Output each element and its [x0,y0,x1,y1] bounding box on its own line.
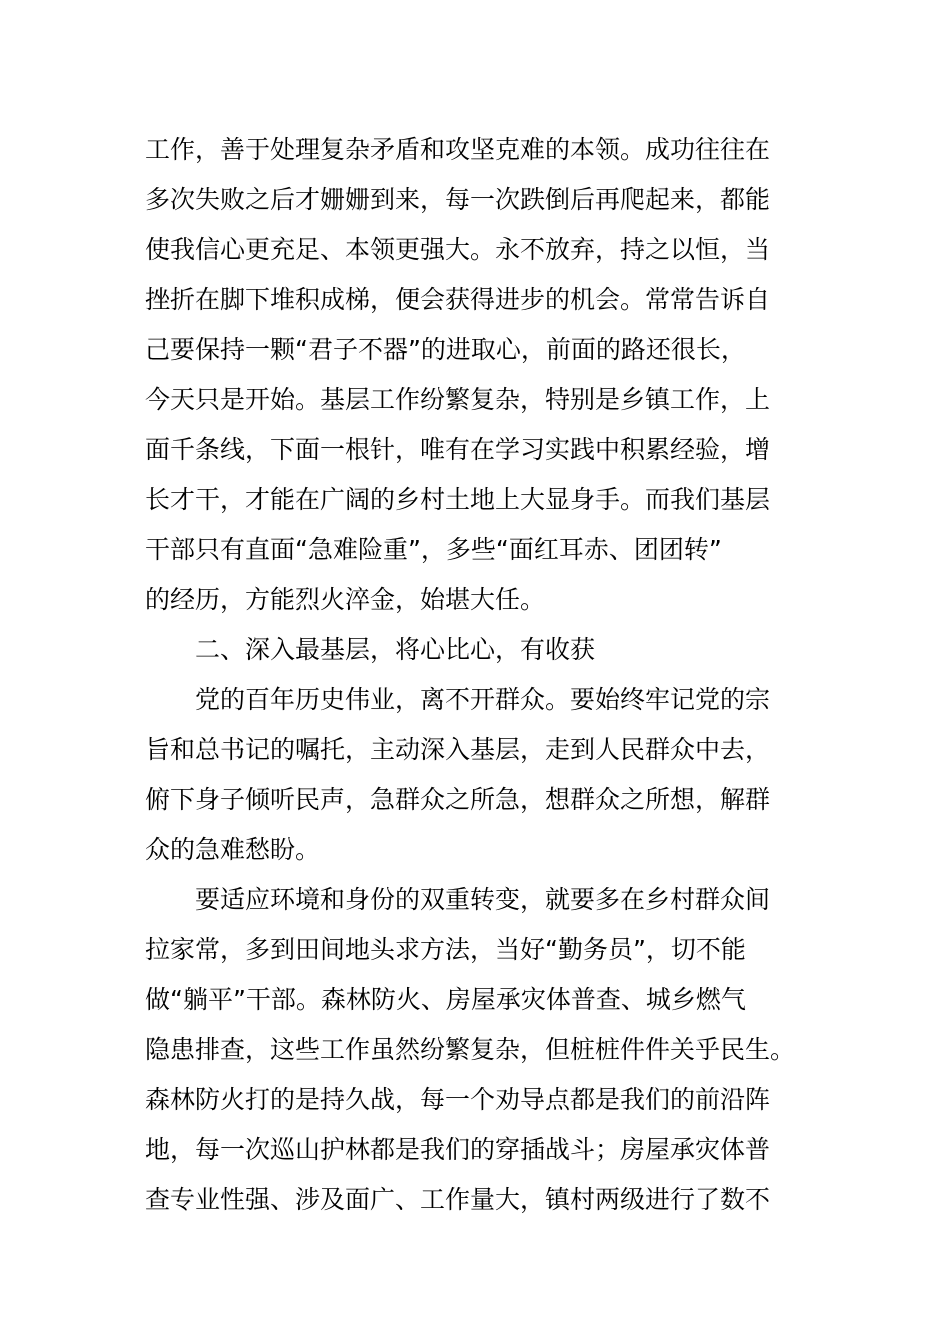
text-line: 隐患排查，这些工作虽然纷繁复杂，但桩桩件件关乎民生。 [145,1035,796,1064]
text-line: 挫折在脚下堆积成梯，便会获得进步的机会。常常告诉自 [145,285,771,314]
text-line: 己要保持一颗“君子不器”的进取心，前面的路还很长， [145,335,746,364]
text-line: 旨和总书记的嘱托，主动深入基层，走到人民群众中去， [145,735,771,764]
text-line: 今天只是开始。基层工作纷繁复杂，特别是乡镇工作，上 [145,385,771,414]
section-heading: 二、深入最基层，将心比心，有收获 [195,635,596,664]
text-line: 多次失败之后才姗姗到来，每一次跌倒后再爬起来，都能 [145,185,771,214]
text-line: 俯下身子倾听民声，急群众之所急，想群众之所想，解群 [145,785,771,814]
text-line: 做“躺平”干部。森林防火、房屋承灾体普查、城乡燃气 [145,985,746,1014]
text-line: 查专业性强、涉及面广、工作量大，镇村两级进行了数不 [145,1185,771,1214]
text-line: 干部只有直面“急难险重”，多些“面红耳赤、团团转” [145,535,722,564]
text-line: 工作，善于处理复杂矛盾和攻坚克难的本领。成功往往在 [145,135,771,164]
text-line: 长才干，才能在广阔的乡村土地上大显身手。而我们基层 [145,485,771,514]
text-line: 森林防火打的是持久战，每一个劝导点都是我们的前沿阵 [145,1085,771,1114]
text-line: 地，每一次巡山护林都是我们的穿插战斗；房屋承灾体普 [145,1135,771,1164]
text-line: 使我信心更充足、本领更强大。永不放弃，持之以恒，当 [145,235,771,264]
text-line: 党的百年历史伟业，离不开群众。要始终牢记党的宗 [195,685,771,714]
text-line: 面千条线，下面一根针，唯有在学习实践中积累经验，增 [145,435,771,464]
text-line: 众的急难愁盼。 [145,835,321,864]
text-line: 拉家常，多到田间地头求方法，当好“勤务员”，切不能 [145,935,746,964]
text-line: 要适应环境和身份的双重转变，就要多在乡村群众间 [195,885,771,914]
text-line: 的经历，方能烈火淬金，始堪大任。 [145,585,546,614]
